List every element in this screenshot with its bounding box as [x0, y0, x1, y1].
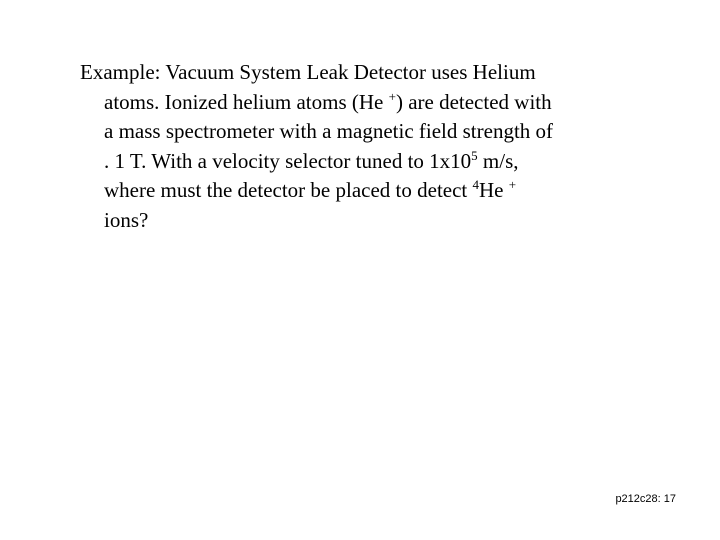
- superscript-charge: +: [508, 177, 517, 192]
- problem-line-1: [80, 58, 640, 88]
- problem-line-5: [80, 176, 640, 206]
- problem-line-6-text: ions?: [104, 207, 149, 232]
- problem-line-4-pre: . 1 T. With a velocity selector tuned to 1x10: [104, 148, 472, 173]
- superscript-exponent: 5: [471, 147, 478, 163]
- problem-line-5-mid: He: [479, 178, 509, 202]
- superscript-plus: +: [388, 88, 396, 104]
- problem-line-2-pre: atoms. Ionized helium atoms (He: [104, 89, 389, 114]
- problem-line-4: [80, 147, 640, 177]
- problem-line-6: [80, 206, 640, 236]
- problem-line-4-post: m/s,: [477, 148, 519, 173]
- problem-text: [80, 58, 640, 235]
- problem-line-2: [80, 88, 640, 118]
- problem-line-3-text: a mass spectrometer with a magnetic field strength of: [104, 119, 554, 143]
- slide-footer-code: p212c28: 17: [615, 493, 676, 505]
- superscript-mass-number: 4: [472, 177, 480, 192]
- problem-line-5-pre: where must the detector be placed to detect: [104, 178, 473, 202]
- problem-line-3: [80, 117, 640, 147]
- problem-line-1-text: Example: Vacuum System Leak Detector uses Helium: [80, 60, 536, 84]
- problem-line-2-post: ) are detected with: [395, 89, 552, 114]
